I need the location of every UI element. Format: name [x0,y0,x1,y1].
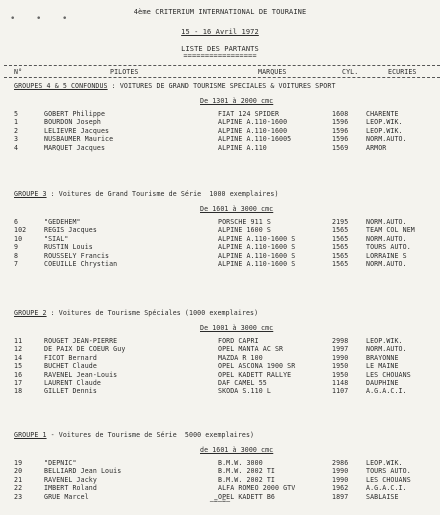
col-num-header: N° [14,68,23,76]
entry-number: 7 [14,260,19,268]
entry-driver: GILLET Dennis [44,387,97,396]
entry-car: B.M.W. 2002 TI [218,467,275,476]
col-ecuries-header: ECURIES [388,68,417,76]
entry-row [0,260,440,268]
entry-driver: BELLIARD Jean Louis [44,467,122,476]
entry-driver: GRUE Marcel [44,492,89,501]
event-title: 4ème CRITERIUM INTERNATIONAL DE TOURAINE [133,8,307,16]
entry-car: OPEL ASCONA 1900 SR [218,362,296,371]
group-heading [0,431,440,439]
entry-team: NORM.AUTO. [366,135,407,144]
entry-team: A.G.A.C.I. [366,484,407,493]
entry-team: LEOP.WIK. [366,126,403,135]
entry-number: 3 [14,135,19,144]
entry-number: 21 [14,475,23,484]
entry-driver: REGIS Jacques [44,226,97,235]
entry-displacement: 1596 [332,126,349,135]
entry-team: LE MAINE [366,362,399,371]
entry-car: FORD CAPRI [218,337,259,345]
entry-car: ALPINE A.110 [218,143,267,152]
entry-row [0,371,440,379]
entry-number: 18 [14,387,23,396]
entry-car: ALPINE A.110-1600 S [218,234,296,243]
entry-row [0,379,440,387]
group-description: : VOITURES DE GRAND TOURISME SPECIALES & VOITURES SPORT [107,82,336,90]
entry-team: TOURS AUTO. [366,467,411,476]
entry-number: 10 [14,234,23,243]
entry-displacement: 1565 [332,226,349,235]
entry-displacement: 1990 [332,353,349,362]
entry-row [0,144,440,152]
entry-number: 8 [14,251,19,260]
entry-displacement: 1990 [332,475,349,484]
entry-number: 6 [14,218,19,226]
entry-driver: FICOT Bernard [44,353,97,362]
entry-car: B.M.W. 2002 TI [218,475,275,484]
entry-driver: RAVENEL Jean-Louis [44,370,118,379]
entry-number: 16 [14,370,23,379]
dashed-rule [4,65,440,66]
entry-car: SKODA S.110 L [218,387,271,396]
entry-displacement: 1950 [332,362,349,371]
entry-team: TEAM COL NEM [366,226,415,235]
group-heading [0,309,440,317]
entry-number: 20 [14,467,23,476]
entry-driver: RUSTIN Louis [44,243,93,252]
entry-displacement: 2986 [332,459,349,467]
entry-displacement: 1990 [332,467,349,476]
entry-car: FIAT 124 SPIDER [218,110,280,118]
entry-displacement: 2998 [332,337,349,345]
entry-number: 14 [14,353,23,362]
entry-row [0,484,440,492]
entry-driver: IMBERT Roland [44,484,97,493]
group-description: - Voitures de Tourisme de Série 5000 exemplaires) [46,431,255,439]
entry-displacement: 1565 [332,243,349,252]
entry-car: ALPINE A.110-1600 [218,126,288,135]
entry-row [0,135,440,143]
list-title: LISTE DES PARTANTS [181,45,259,53]
entry-row [0,243,440,251]
entry-driver: LELIEVRE Jacques [44,126,110,135]
entry-team: NORM.AUTO. [366,234,407,243]
entry-team: NORM.AUTO. [366,345,407,354]
entry-displacement: 1569 [332,143,349,152]
entry-displacement: 1565 [332,251,349,260]
entry-car: ALPINE A.110-1600 S [218,260,296,268]
entry-number: 2 [14,126,19,135]
group-description: : Voitures de Tourisme Spéciales (1000 exemplaires) [46,309,259,317]
entry-team: TOURS AUTO. [366,243,411,252]
event-dates: 15 - 16 Avril 1972 [181,28,259,36]
entry-driver: COEUILLE Chrystian [44,260,118,268]
entry-row [0,226,440,234]
entry-number: 9 [14,243,19,252]
col-marques-header: MARQUES [258,68,287,76]
entry-row [0,476,440,484]
entry-driver: "SIAL" [44,234,69,243]
displacement-class: De 1601 à 3000 cmc [200,205,274,213]
displacement-class: De 1001 à 3000 cmc [200,324,274,332]
entry-row [0,362,440,370]
entry-number: 22 [14,484,23,493]
entry-car: ALFA ROMEO 2000 GTV [218,484,296,493]
list-title-underline: ================= [183,52,257,60]
entry-car: MAZDA R 100 [218,353,263,362]
entry-team: LEOP.WIK. [366,118,403,127]
entry-displacement: 1596 [332,118,349,127]
entry-displacement: 1608 [332,110,349,118]
entry-car: ALPINE 1600 S [218,226,271,235]
entry-displacement: 1565 [332,260,349,268]
hole-punch-mark: • [10,14,16,24]
entry-displacement: 1897 [332,492,349,501]
entry-number: 102 [14,226,27,235]
entry-driver: RAVENEL Jacky [44,475,97,484]
entry-driver: "DEPNIC" [44,459,77,467]
entry-displacement: 1107 [332,387,349,396]
entry-team: LEOP.WIK. [366,337,403,345]
entry-row [0,387,440,395]
entry-driver: LAURENT Claude [44,379,101,387]
entry-number: 19 [14,459,23,467]
entry-driver: BOURDON Joseph [44,118,101,127]
entry-displacement: 1997 [332,345,349,354]
entry-team: NORM.AUTO. [366,260,407,268]
entry-car: DAF CAMEL 55 [218,379,267,387]
entry-team: BRAYONNE [366,353,399,362]
entry-driver: NUSBAUMER Maurice [44,135,114,144]
entry-row [0,337,440,345]
entry-car: PORSCHE 911 S [218,218,271,226]
entry-car: ALPINE A.110-1600 S [218,251,296,260]
displacement-class: de 1601 à 3000 cmc [200,446,274,454]
group-description: : Voitures de Grand Tourisme de Série 1000 exemplaires) [46,190,279,198]
col-cyl-header: CYL. [342,68,359,76]
group-heading [0,82,440,90]
entry-car: OPEL KADETT B6 [218,492,275,501]
entry-row [0,252,440,260]
entry-row [0,459,440,467]
entry-team: SABLAISE [366,492,399,501]
entry-team: LES CHOUANS [366,475,411,484]
dashed-rule [4,77,440,78]
entry-car: ALPINE A.110-1600 S [218,243,296,252]
entry-number: 17 [14,379,23,387]
col-pilotes-header: PILOTES [110,68,139,76]
entry-team: LEOP.WIK. [366,459,403,467]
entry-number: 1 [14,118,19,127]
hole-punch-mark: • [62,14,68,24]
entry-number: 12 [14,345,23,354]
group-label: GROUPES 4 & 5 CONFONDUS [14,82,108,90]
entry-driver: BUCHET Claude [44,362,97,371]
entry-driver: MARQUET Jacques [44,143,106,152]
entry-team: NORM.AUTO. [366,218,407,226]
entry-row [0,345,440,353]
entry-row [0,354,440,362]
entry-number: 4 [14,143,19,152]
group-heading [0,190,440,198]
entry-car: ALPINE A.110-1600 [218,118,288,127]
entry-driver: DE PAIX DE COEUR Guy [44,345,126,354]
entry-driver: ROUSSELY Francis [44,251,110,260]
entry-row [0,118,440,126]
entry-displacement: 1962 [332,484,349,493]
entry-row [0,110,440,118]
entry-row [0,127,440,135]
footer-mark: —=—=— [209,497,231,505]
entry-car: ALPINE A.110-16005 [218,135,292,144]
group-label: GROUPE 3 [14,190,47,198]
entry-team: DAUPHINE [366,379,399,387]
entry-number: 15 [14,362,23,371]
entry-team: A.G.A.C.I. [366,387,407,396]
displacement-class: De 1301 à 2000 cmc [200,97,274,105]
entry-car: B.M.W. 3000 [218,459,263,467]
entry-team: ARMOR [366,143,387,152]
entry-displacement: 2195 [332,218,349,226]
entry-driver: "GEDEHEM" [44,218,81,226]
entry-team: CHARENTE [366,110,399,118]
entry-team: LORRAINE S [366,251,407,260]
column-header-row [0,68,440,76]
entry-number: 23 [14,492,23,501]
entry-car: OPEL KADETT RALLYE [218,370,292,379]
entry-row [0,218,440,226]
entry-driver: GOBERT Philippe [44,110,106,118]
entry-row [0,467,440,475]
entry-displacement: 1148 [332,379,349,387]
entry-displacement: 1950 [332,370,349,379]
group-label: GROUPE 1 [14,431,47,439]
hole-punch-mark: • [36,14,42,24]
entry-row [0,235,440,243]
entry-car: OPEL MANTA AC SR [218,345,284,354]
entry-number: 5 [14,110,19,118]
entry-team: LES CHOUANS [366,370,411,379]
entry-displacement: 1565 [332,234,349,243]
entry-driver: ROUGET JEAN-PIERRE [44,337,118,345]
entry-number: 11 [14,337,23,345]
entry-displacement: 1596 [332,135,349,144]
group-label: GROUPE 2 [14,309,47,317]
